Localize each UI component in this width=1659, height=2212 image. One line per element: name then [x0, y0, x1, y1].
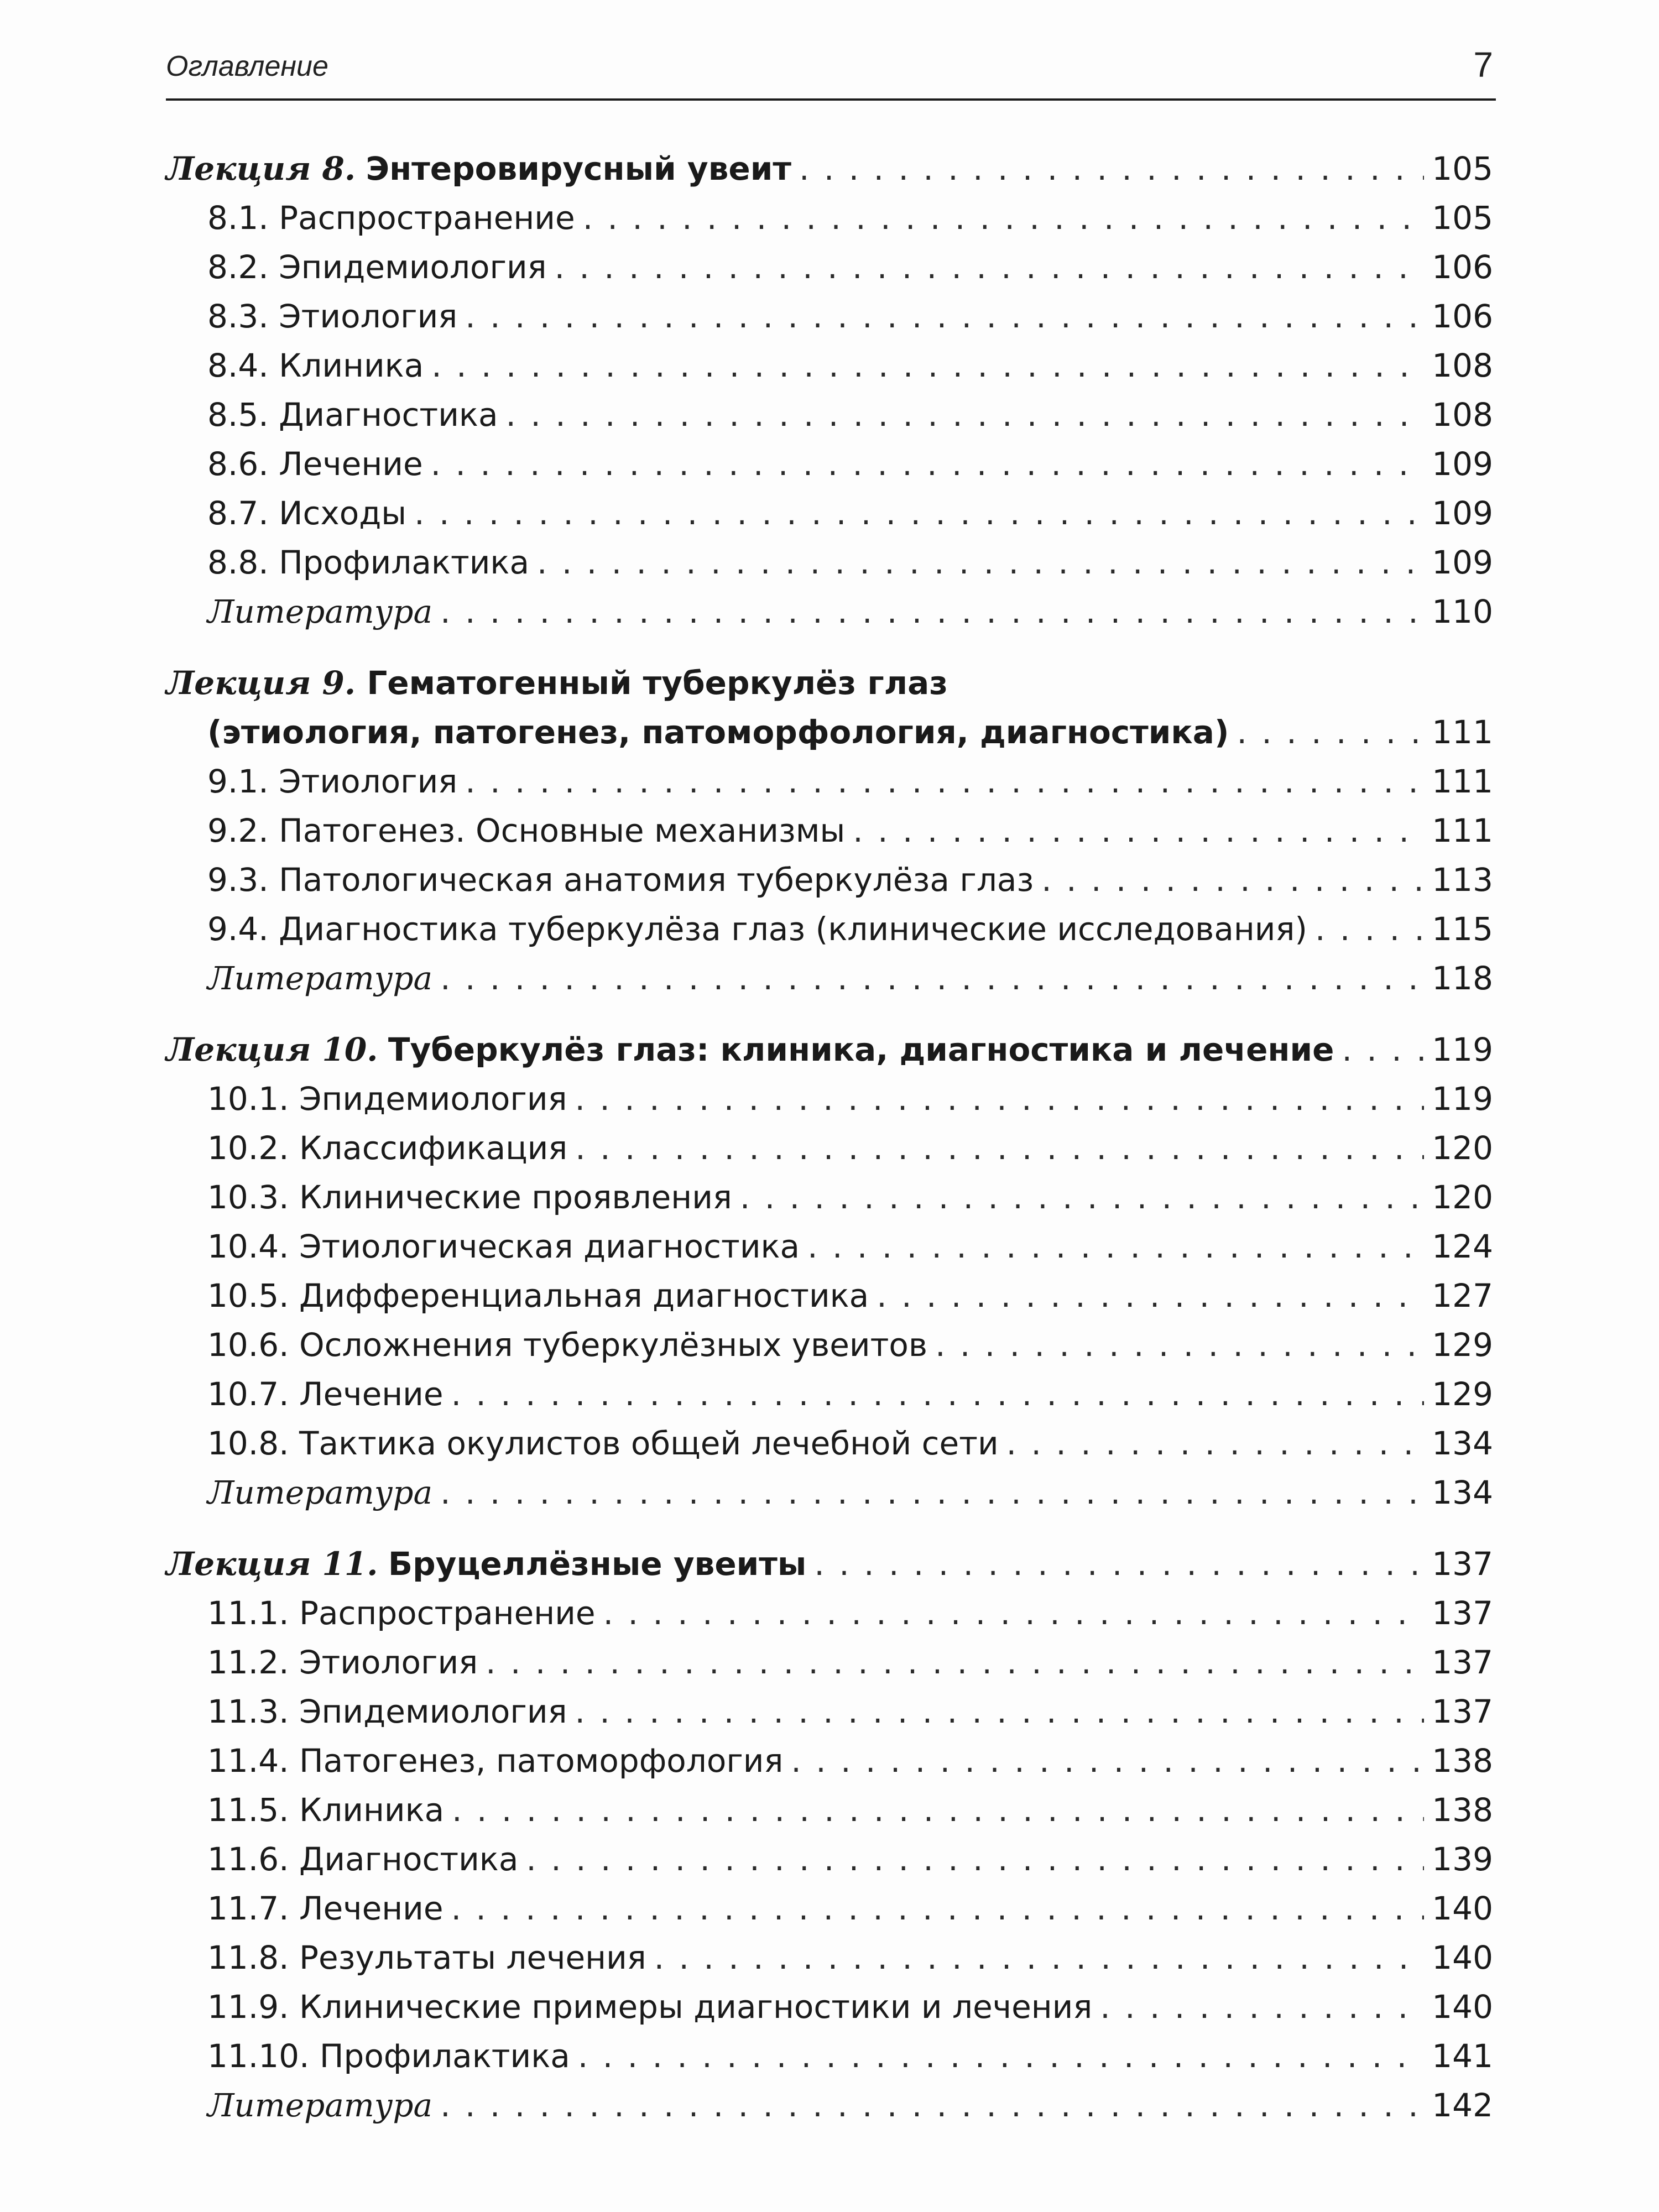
section-title: 9.4. Диагностика туберкулёза глаз (клинические исследования): [207, 910, 1307, 948]
section-title: 11.10. Профилактика: [207, 2037, 570, 2075]
dot-leader: [537, 540, 1424, 585]
dot-leader: [807, 1224, 1424, 1269]
section-title: 11.6. Диагностика: [207, 1840, 519, 1878]
page-number: 110: [1432, 593, 1493, 630]
section-title: 11.7. Лечение: [207, 1890, 444, 1927]
section-entry: [166, 1886, 1493, 1931]
page-number: 108: [1432, 396, 1493, 434]
dot-leader: [414, 491, 1424, 535]
dot-leader: [853, 808, 1424, 853]
section-entry: [166, 907, 1493, 951]
page-number: 109: [1432, 494, 1493, 532]
section-title: 11.2. Этиология: [207, 1644, 478, 1681]
dot-leader: [431, 442, 1425, 486]
section-title: 10.3. Клинические проявления: [207, 1178, 732, 1216]
section-title: 10.7. Лечение: [207, 1375, 444, 1413]
section-entry: [166, 1739, 1493, 1783]
dot-leader: [603, 1591, 1425, 1635]
section-title: 8.4. Клиника: [207, 347, 424, 384]
section-entry: [166, 1936, 1493, 1980]
page-number: 142: [1432, 2086, 1493, 2124]
section-entry: [166, 442, 1493, 486]
dot-leader: [526, 1837, 1424, 1881]
page-number: 111: [1432, 763, 1493, 800]
dot-leader: [654, 1936, 1425, 1980]
lecture-heading: [166, 1027, 1493, 1072]
page-number: 105: [1432, 199, 1493, 237]
dot-leader: [575, 1689, 1424, 1734]
bibliography-entry: [166, 589, 1493, 634]
lecture-title: Энтеровирусный увеит: [366, 150, 792, 187]
page-number: 134: [1432, 1474, 1493, 1511]
dot-leader: [578, 2034, 1424, 2078]
header-rule: [166, 98, 1496, 101]
lecture-title: Гематогенный туберкулёз глаз: [367, 664, 948, 702]
dot-leader: [555, 245, 1425, 289]
section-entry: [166, 245, 1493, 289]
dot-leader: [1315, 907, 1424, 951]
section-title: 8.3. Этиология: [207, 298, 458, 335]
dot-leader: [583, 196, 1425, 240]
section-title: 9.3. Патологическая анатомия туберкулёза глаз: [207, 861, 1034, 899]
page-number: 120: [1432, 1129, 1493, 1167]
section-entry: [166, 491, 1493, 535]
page-number: 137: [1432, 1693, 1493, 1730]
bibliography-entry: [166, 1470, 1493, 1515]
section-entry: [166, 1126, 1493, 1170]
page-number: 108: [1432, 347, 1493, 384]
section-entry: [166, 1175, 1493, 1219]
section-entry: [166, 1591, 1493, 1635]
section-entry: [166, 1640, 1493, 1684]
page-number: 120: [1432, 1178, 1493, 1216]
dot-leader: [1041, 858, 1424, 902]
page-number: 124: [1432, 1228, 1493, 1265]
page-number: 109: [1432, 445, 1493, 483]
dot-leader: [799, 147, 1424, 191]
lecture-label: Лекция 9.: [166, 664, 356, 702]
lecture-heading-text: [166, 1542, 806, 1586]
dot-leader: [431, 343, 1424, 388]
dot-leader: [575, 1126, 1424, 1170]
section-title: Литература: [207, 2086, 433, 2124]
page-number: 105: [1432, 150, 1493, 187]
section-entry: [166, 1788, 1493, 1832]
header-title: Оглавление: [166, 50, 328, 82]
dot-leader: [877, 1274, 1424, 1318]
dot-leader: [740, 1175, 1424, 1219]
lecture-heading-text: [166, 1027, 1334, 1072]
page-number: 115: [1432, 910, 1493, 948]
section-entry: [166, 1837, 1493, 1881]
page-number: 127: [1432, 1277, 1493, 1314]
dot-leader: [1006, 1421, 1425, 1465]
page-number: 140: [1432, 1890, 1493, 1927]
section-title: 8.8. Профилактика: [207, 544, 530, 581]
dot-leader: [1100, 1985, 1424, 2029]
page-number: 111: [1432, 812, 1493, 849]
dot-leader: [505, 393, 1424, 437]
lecture-heading: [166, 661, 1493, 705]
page-number: 138: [1432, 1791, 1493, 1829]
dot-leader: [452, 1788, 1424, 1832]
lecture-title: Туберкулёз глаз: клиника, диагностика и лечение: [388, 1031, 1334, 1068]
section-entry: [166, 1274, 1493, 1318]
dot-leader: [440, 956, 1424, 1000]
section-entry: [166, 1077, 1493, 1121]
lecture-title-continuation: (этиология, патогенез, патоморфология, диагностика): [207, 713, 1229, 751]
running-header: [166, 44, 1493, 100]
section-title: 9.1. Этиология: [207, 763, 458, 800]
section-title: 8.6. Лечение: [207, 445, 423, 483]
section-entry: [166, 2034, 1493, 2078]
dot-leader: [575, 1077, 1424, 1121]
section-entry: [166, 393, 1493, 437]
section-title: 10.4. Этиологическая диагностика: [207, 1228, 800, 1265]
lecture-label: Лекция 11.: [166, 1545, 378, 1583]
section-entry: [166, 808, 1493, 853]
section-title: 11.4. Патогенез, патоморфология: [207, 1742, 784, 1780]
section-title: Литература: [207, 593, 433, 630]
page-number: 129: [1432, 1326, 1493, 1364]
section-title: 8.7. Исходы: [207, 494, 407, 532]
lecture-label: Лекция 8.: [166, 150, 356, 187]
section-entry: [166, 1689, 1493, 1734]
section-title: 11.5. Клиника: [207, 1791, 445, 1829]
page-number: 134: [1432, 1425, 1493, 1462]
bibliography-entry: [166, 956, 1493, 1000]
section-entry: [166, 1224, 1493, 1269]
lecture-heading-text: [166, 147, 791, 191]
lecture-label: Лекция 10.: [166, 1031, 378, 1068]
section-title: 10.1. Эпидемиология: [207, 1080, 567, 1118]
section-title: 8.1. Распространение: [207, 199, 575, 237]
section-title: 10.2. Классификация: [207, 1129, 568, 1167]
page-number: 138: [1432, 1742, 1493, 1780]
section-title: 10.5. Дифференциальная диагностика: [207, 1277, 869, 1314]
page-number: 137: [1432, 1545, 1493, 1583]
header-page-number: 7: [1473, 45, 1493, 85]
page-number: 118: [1432, 959, 1493, 997]
section-entry: [166, 1421, 1493, 1465]
dot-leader: [814, 1542, 1424, 1586]
dot-leader: [465, 294, 1424, 338]
page-number: 106: [1432, 298, 1493, 335]
section-entry: [166, 1372, 1493, 1416]
lecture-heading-continuation: [166, 710, 1493, 754]
dot-leader: [935, 1323, 1424, 1367]
dot-leader: [440, 1470, 1424, 1515]
page-number: 129: [1432, 1375, 1493, 1413]
section-title: 11.8. Результаты лечения: [207, 1939, 646, 1976]
section-title: 9.2. Патогенез. Основные механизмы: [207, 812, 846, 849]
section-entry: [166, 1985, 1493, 2029]
section-title: Литература: [207, 1474, 433, 1511]
page-number: 109: [1432, 544, 1493, 581]
lecture-heading: [166, 147, 1493, 191]
dot-leader: [440, 2083, 1424, 2127]
section-title: 10.8. Тактика окулистов общей лечебной сети: [207, 1425, 999, 1462]
lecture-heading: [166, 1542, 1493, 1586]
section-entry: [166, 343, 1493, 388]
section-title: 11.3. Эпидемиология: [207, 1693, 567, 1730]
page-number: 139: [1432, 1840, 1493, 1878]
section-entry: [166, 1323, 1493, 1367]
page-number: 113: [1432, 861, 1493, 899]
section-entry: [166, 196, 1493, 240]
page-number: 141: [1432, 2037, 1493, 2075]
section-title: 8.5. Диагностика: [207, 396, 498, 434]
page-number: 111: [1432, 713, 1493, 751]
section-entry: [166, 858, 1493, 902]
dot-leader: [1342, 1027, 1424, 1072]
bibliography-entry: [166, 2083, 1493, 2127]
section-title: Литература: [207, 959, 433, 997]
lecture-title: Бруцеллёзные увеиты: [388, 1545, 807, 1583]
dot-leader: [440, 589, 1424, 634]
section-title: 11.9. Клинические примеры диагностики и лечения: [207, 1988, 1093, 2026]
section-entry: [166, 540, 1493, 585]
page-number: 140: [1432, 1939, 1493, 1976]
section-entry: [166, 759, 1493, 804]
page-number: 137: [1432, 1644, 1493, 1681]
section-title: 11.1. Распространение: [207, 1594, 596, 1632]
dot-leader: [1237, 710, 1424, 754]
page-number: 119: [1432, 1080, 1493, 1118]
section-title: 10.6. Осложнения туберкулёзных увеитов: [207, 1326, 928, 1364]
dot-leader: [451, 1372, 1425, 1416]
dot-leader: [486, 1640, 1424, 1684]
dot-leader: [791, 1739, 1424, 1783]
page-number: 106: [1432, 248, 1493, 286]
page-number: 137: [1432, 1594, 1493, 1632]
section-title: 8.2. Эпидемиология: [207, 248, 547, 286]
page-number: 119: [1432, 1031, 1493, 1068]
section-entry: [166, 294, 1493, 338]
dot-leader: [451, 1886, 1425, 1931]
dot-leader: [465, 759, 1424, 804]
page-number: 140: [1432, 1988, 1493, 2026]
